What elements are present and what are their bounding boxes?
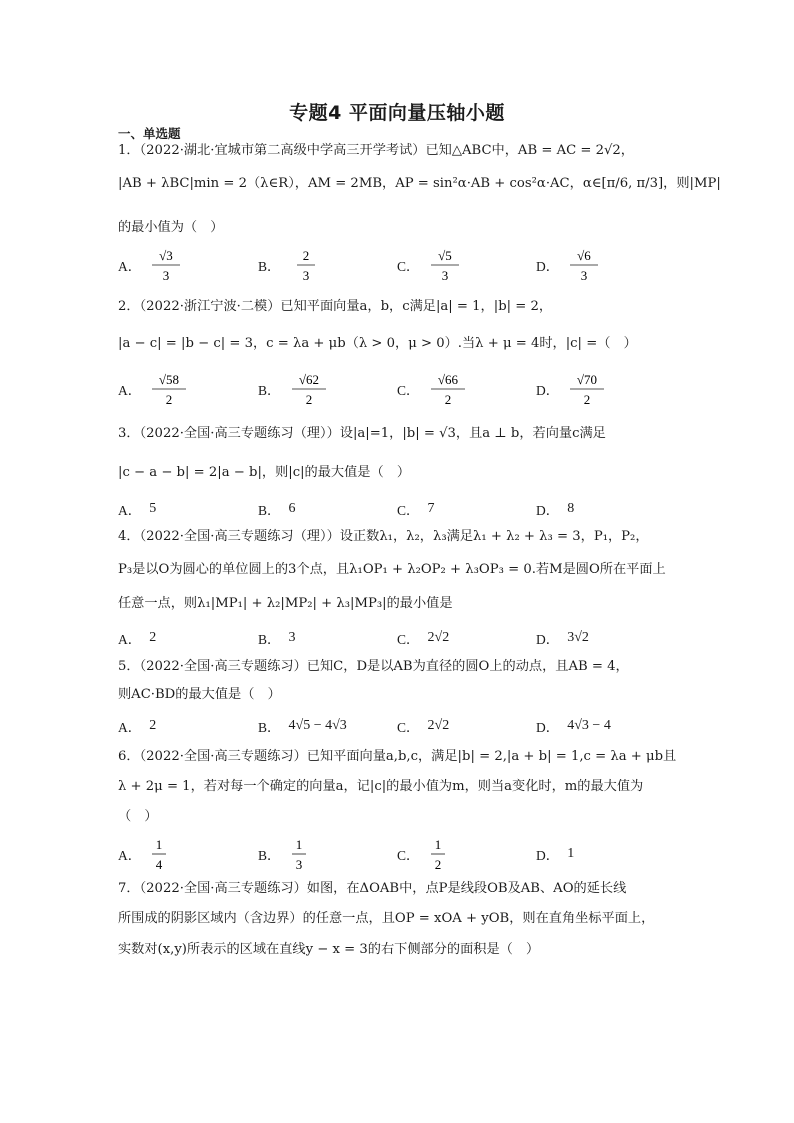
svg-text:3: 3 xyxy=(295,857,302,872)
svg-text:1: 1 xyxy=(156,837,163,852)
option-b[interactable]: B． 6 xyxy=(258,501,296,518)
option-b[interactable]: B． √62 2 xyxy=(258,369,329,409)
fraction xyxy=(567,245,601,285)
fraction xyxy=(428,834,448,874)
question-1-options xyxy=(118,245,678,285)
svg-text:1: 1 xyxy=(295,837,302,852)
question-4-line-1: 4．（2022·全国·高三专题练习（理））设正数λ₁，λ₂，λ₃满足λ₁ + λ₂ + λ₃ = 3，P₁，P₂， xyxy=(118,529,649,544)
option-b[interactable]: B． 4√5 − 4√3 xyxy=(258,718,347,735)
option-d[interactable]: D． 1 xyxy=(536,846,575,863)
question-2-line-1: 2．（2022·浙江宁波·二模）已知平面向量a，b，c满足|a| = 1，|b| = 2， xyxy=(118,299,553,314)
svg-text:3: 3 xyxy=(441,268,448,283)
fraction xyxy=(289,245,323,285)
option-c[interactable]: C． 2√2 xyxy=(397,630,450,647)
svg-text:√5: √5 xyxy=(437,248,452,263)
svg-text:1: 1 xyxy=(434,837,441,852)
svg-text:2: 2 xyxy=(166,392,173,407)
option-c[interactable]: C． 2√2 xyxy=(397,718,450,735)
section-heading: 一、单选题 xyxy=(118,126,181,141)
option-c[interactable]: C． √5 3 xyxy=(397,245,462,285)
fraction xyxy=(149,834,169,874)
svg-text:2: 2 xyxy=(434,857,441,872)
option-a[interactable]: A． 2 xyxy=(118,630,157,647)
fraction xyxy=(149,245,183,285)
option-d[interactable]: D． 4√3 − 4 xyxy=(536,718,611,735)
question-7-line-3: 实数对(x,y)所表示的区域在直线y − x = 3的右下侧部分的面积是（ ） xyxy=(118,942,540,957)
svg-text:√66: √66 xyxy=(437,372,458,387)
question-5-line-2: 则AC·BD的最大值是（ ） xyxy=(118,687,281,702)
option-a[interactable]: A． √58 2 xyxy=(118,369,189,409)
svg-text:4: 4 xyxy=(156,857,163,872)
option-c[interactable]: C． √66 2 xyxy=(397,369,468,409)
option-c[interactable]: C． 7 xyxy=(397,501,435,518)
question-3-line-2: |c − a − b| = 2|a − b|，则|c|的最大值是（ ） xyxy=(118,465,411,480)
option-b[interactable]: B． 1 3 xyxy=(258,834,309,874)
question-1-line-1: 1．（2022·湖北·宜城市第二高级中学高三开学考试）已知△ABC中，AB = AC = 2√2， xyxy=(118,143,634,158)
option-a[interactable]: A． √3 3 xyxy=(118,245,183,285)
question-3-line-1: 3．（2022·全国·高三专题练习（理））设|a|=1，|b| = √3，且a ⊥ b，若向量c满足 xyxy=(118,426,606,441)
question-2-options xyxy=(118,369,678,409)
svg-text:√70: √70 xyxy=(577,372,598,387)
page-title: 专题4 平面向量压轴小题 xyxy=(289,102,505,124)
fraction xyxy=(289,834,309,874)
fraction xyxy=(567,369,607,409)
question-6-line-2: λ + 2μ = 1，若对每一个确定的向量a，记|c|的最小值为m，则当a变化时，m的最大值为 xyxy=(118,779,644,794)
question-6-line-1: 6．（2022·全国·高三专题练习）已知平面向量a,b,c，满足|b| = 2,|a + b| = 1,c = λa + μb且 xyxy=(118,749,677,764)
question-1-line-3: 的最小值为（ ） xyxy=(118,220,224,235)
option-b[interactable]: B． 3 xyxy=(258,630,296,647)
option-d[interactable]: D． √70 2 xyxy=(536,369,607,409)
question-2-line-2: |a − c| = |b − c| = 3，c = λa + μb（λ > 0，μ > 0）.当λ + μ = 4时，|c| =（ ） xyxy=(118,336,637,351)
question-7-line-1: 7．（2022·全国·高三专题练习）如图，在ΔOAB中，点P是线段OB及AB、AO的延长线 xyxy=(118,881,627,896)
fraction xyxy=(149,369,189,409)
question-1-line-2: |AB + λBC|min = 2（λ∈R），AM = 2MB，AP = sin²α·AB + cos²α·AC，α∈[π/6, π/3]，则|MP| xyxy=(118,176,721,191)
svg-text:2: 2 xyxy=(305,392,312,407)
fraction xyxy=(289,369,329,409)
option-a[interactable]: A． 1 4 xyxy=(118,834,169,874)
option-d[interactable]: D． 8 xyxy=(536,501,575,518)
fraction xyxy=(428,369,468,409)
option-d[interactable]: D． 3√2 xyxy=(536,630,589,647)
question-4-line-3: 任意一点，则λ₁|MP₁| + λ₂|MP₂| + λ₃|MP₃|的最小值是 xyxy=(118,596,453,611)
option-c[interactable]: C． 1 2 xyxy=(397,834,448,874)
question-7-line-2: 所围成的阴影区域内（含边界）的任意一点，且OP = xOA + yOB，则在直角坐标平面上， xyxy=(118,911,655,926)
svg-text:3: 3 xyxy=(302,268,309,283)
svg-text:3: 3 xyxy=(581,268,588,283)
svg-text:√3: √3 xyxy=(159,248,174,263)
fraction xyxy=(428,245,462,285)
question-6-options xyxy=(118,834,678,874)
svg-text:√6: √6 xyxy=(577,248,592,263)
svg-text:3: 3 xyxy=(163,268,170,283)
svg-text:2: 2 xyxy=(584,392,591,407)
option-b[interactable]: B． 2 3 xyxy=(258,245,323,285)
question-4-line-2: P₃是以O为圆心的单位圆上的3个点，且λ₁OP₁ + λ₂OP₂ + λ₃OP₃ = 0.若M是圆O所在平面上 xyxy=(118,562,666,577)
option-a[interactable]: A． 2 xyxy=(118,718,157,735)
svg-text:2: 2 xyxy=(444,392,451,407)
option-d[interactable]: D． √6 3 xyxy=(536,245,601,285)
svg-text:2: 2 xyxy=(302,248,309,263)
question-6-line-3: （ ） xyxy=(118,809,158,824)
question-5-line-1: 5．（2022·全国·高三专题练习）已知C，D是以AB为直径的圆O上的动点，且AB = 4， xyxy=(118,659,629,674)
option-a[interactable]: A． 5 xyxy=(118,501,157,518)
svg-text:√62: √62 xyxy=(298,372,319,387)
svg-text:√58: √58 xyxy=(159,372,180,387)
